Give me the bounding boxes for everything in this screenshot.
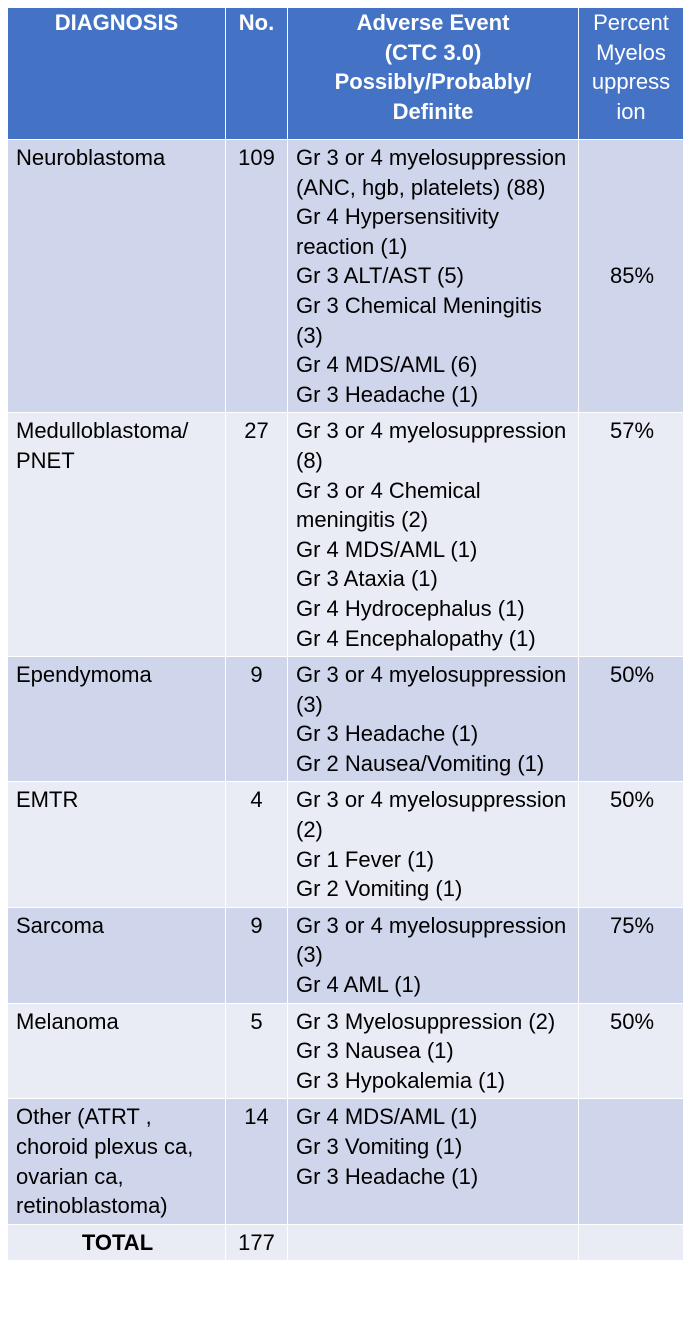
empty-cell — [579, 1224, 684, 1261]
events-cell — [288, 140, 579, 413]
diagnosis-line: Neuroblastoma — [16, 145, 166, 170]
event-item: Gr 4 Encephalopathy (1) — [296, 625, 536, 651]
event-item: Gr 4 AML (1) — [296, 972, 422, 998]
events-cell — [288, 907, 579, 1003]
events-cell — [288, 1003, 579, 1099]
events-cell — [288, 782, 579, 907]
table-row — [8, 657, 684, 782]
diagnosis-cell — [8, 1003, 226, 1099]
diagnosis-line: EMTR — [16, 787, 79, 813]
table-row — [8, 907, 684, 1003]
event-item: Gr 3 or 4 myelosuppression (3) — [296, 912, 567, 968]
count-cell: 27 — [226, 413, 288, 657]
count-cell: 9 — [226, 907, 288, 1003]
event-item: Gr 3 or 4 myelosuppression (8) — [296, 418, 567, 473]
diagnosis-line: Medulloblastoma/ — [16, 418, 189, 444]
percent-cell: 50% — [579, 657, 684, 782]
header-line: uppress — [591, 69, 671, 95]
total-label: TOTAL — [8, 1224, 226, 1261]
total-row — [8, 1224, 684, 1261]
count-cell: 9 — [226, 657, 288, 782]
table-row — [8, 413, 684, 657]
header-line: Adverse Event — [356, 10, 510, 35]
event-item: Gr 3 or 4 myelosuppression (3) — [296, 662, 567, 717]
table-row — [8, 1003, 684, 1099]
percent-cell: 75% — [579, 907, 684, 1003]
header-row — [8, 8, 684, 140]
event-item: Gr 1 Fever (1) — [296, 846, 435, 872]
event-item: Gr 3 or 4 myelosuppression (ANC, hgb, platelets) (88) — [296, 145, 567, 200]
event-item: Gr 4 MDS/AML (6) — [296, 352, 478, 378]
event-item: Gr 4 Hypersensitivity reaction (1) — [296, 204, 499, 259]
event-item: Gr 3 Vomiting (1) — [296, 1134, 463, 1159]
event-item: Gr 4 Hydrocephalus (1) — [296, 595, 525, 621]
event-item: Gr 3 Nausea (1) — [296, 1038, 454, 1064]
adverse-events-table — [7, 7, 684, 1261]
events-cell — [288, 413, 579, 657]
diagnosis-cell — [8, 907, 226, 1003]
event-item: Gr 3 Ataxia (1) — [296, 566, 438, 592]
header-line: ion — [616, 98, 646, 124]
percent-cell: 85% — [579, 140, 684, 413]
header-line: (CTC 3.0) — [384, 39, 482, 65]
count-cell: 5 — [226, 1003, 288, 1099]
diagnosis-header: DIAGNOSIS — [8, 8, 226, 140]
diagnosis-cell — [8, 782, 226, 907]
percent-cell — [579, 1099, 684, 1224]
header-line: Percent — [593, 10, 669, 35]
event-item: Gr 3 Myelosuppression (2) — [296, 1008, 556, 1034]
number-header: No. — [226, 8, 288, 140]
percent-header — [579, 8, 684, 140]
diagnosis-line: Other (ATRT , — [16, 1104, 152, 1130]
count-cell: 4 — [226, 782, 288, 907]
event-item: Gr 2 Nausea/Vomiting (1) — [296, 750, 545, 776]
empty-cell — [288, 1224, 579, 1261]
diagnosis-line: choroid plexus ca, — [16, 1134, 194, 1159]
event-item: Gr 3 Headache (1) — [296, 1163, 479, 1189]
header-line: Definite — [392, 98, 474, 124]
diagnosis-line: Ependymoma — [16, 662, 152, 688]
event-item: Gr 4 MDS/AML (1) — [296, 1104, 478, 1130]
event-item: Gr 3 Chemical Meningitis (3) — [296, 292, 542, 348]
adverse-event-header — [288, 8, 579, 140]
event-item: Gr 3 Hypokalemia (1) — [296, 1067, 506, 1093]
event-item: Gr 3 ALT/AST (5) — [296, 263, 464, 289]
diagnosis-line: Sarcoma — [16, 912, 105, 938]
event-item: Gr 2 Vomiting (1) — [296, 876, 463, 902]
diagnosis-cell — [8, 140, 226, 413]
event-item: Gr 3 or 4 myelosuppression (2) — [296, 787, 567, 843]
header-line: Possibly/Probably/ — [334, 69, 532, 95]
total-count: 177 — [226, 1224, 288, 1261]
diagnosis-cell — [8, 413, 226, 657]
events-cell — [288, 1099, 579, 1224]
diagnosis-line: Melanoma — [16, 1008, 119, 1034]
table-row — [8, 1099, 684, 1224]
count-cell: 14 — [226, 1099, 288, 1224]
diagnosis-line: retinoblastoma) — [16, 1193, 168, 1219]
diagnosis-cell — [8, 1099, 226, 1224]
percent-cell: 50% — [579, 782, 684, 907]
event-item: Gr 3 or 4 Chemical meningitis (2) — [296, 477, 481, 533]
event-item: Gr 3 Headache (1) — [296, 381, 479, 407]
event-item: Gr 3 Headache (1) — [296, 721, 479, 747]
diagnosis-line: PNET — [16, 447, 75, 473]
percent-cell: 50% — [579, 1003, 684, 1099]
header-line: Myelos — [596, 39, 666, 65]
table-row — [8, 782, 684, 907]
events-cell — [288, 657, 579, 782]
diagnosis-line: ovarian ca, — [16, 1163, 124, 1189]
percent-cell: 57% — [579, 413, 684, 657]
diagnosis-cell — [8, 657, 226, 782]
count-cell: 109 — [226, 140, 288, 413]
table-row — [8, 140, 684, 413]
event-item: Gr 4 MDS/AML (1) — [296, 536, 478, 562]
